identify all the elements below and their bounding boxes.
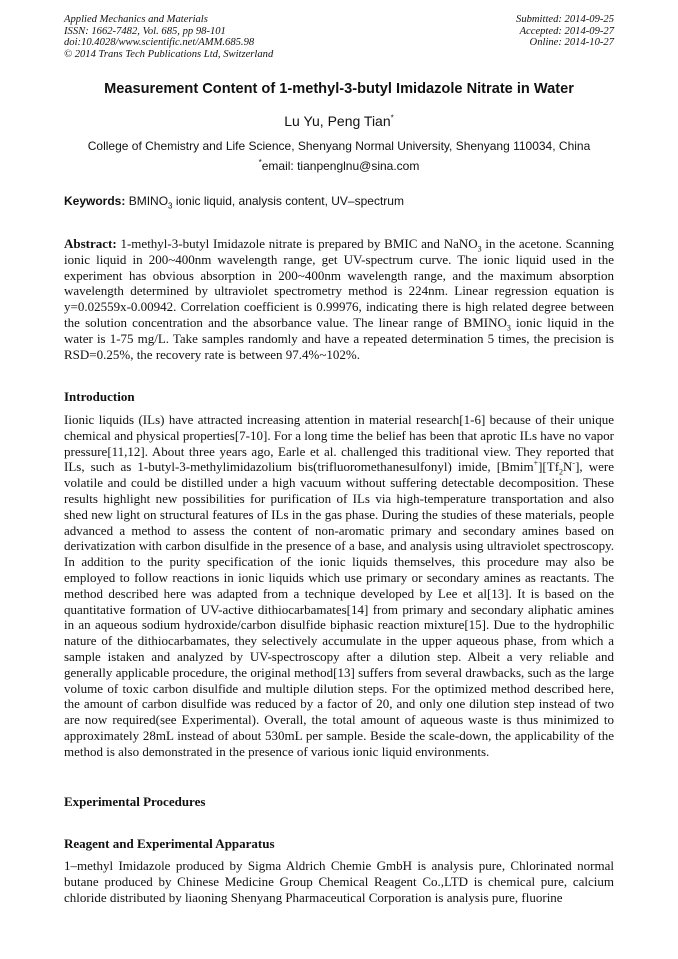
reagent-heading: Reagent and Experimental Apparatus	[64, 836, 275, 851]
contact-email: email: tianpenglnu@sina.com	[261, 159, 420, 173]
author-line	[40, 112, 638, 130]
journal-name: Applied Mechanics and Materials	[64, 14, 208, 25]
intro-superscript-plus: +	[533, 459, 539, 469]
affiliation: College of Chemistry and Life Science, Shenyang Normal University, Shenyang 110034, China	[87, 139, 591, 153]
abstract-text-2: in the acetone. Scanning ionic liquid in 200~400nm wavelength range, get UV-spectrum curve. The ionic liquid used in the experiment has obvious absorption in 200~400nm wavelength range, and the maximum absorption wavelength determined by ultraviolet spectrometry method is 224nm. Linear regression equation is y=0.02559x-0.00942. Correlation coefficient is 0.99976, indicating there is high related degree between the solution concentration and the absorbance value. The linear range of BMINO	[64, 236, 614, 330]
author-names: Lu Yu, Peng Tian	[284, 113, 391, 129]
journal-header	[64, 14, 614, 64]
abstract-subscript-1: 3	[477, 244, 482, 254]
email-footnote-mark: *	[258, 158, 262, 167]
accepted-date: Accepted: 2014-09-27	[519, 25, 614, 37]
keywords-label: Keywords:	[64, 194, 126, 208]
paper-title: Measurement Content of 1-methyl-3-butyl Imidazole Nitrate in Water	[104, 81, 574, 97]
doi-line: doi:10.4028/www.scientific.net/AMM.685.98	[64, 37, 255, 49]
abstract-text-3: ionic liquid in the water is 1-75 mg/L. Take samples randomly and have a repeated determination 5 times, the precision is RSD=0.25%, the recovery rate is between 97.4%~102%.	[64, 314, 614, 362]
copyright-line: © 2014 Trans Tech Publications Ltd, Switzerland	[64, 48, 274, 60]
contact-email-line	[40, 158, 638, 174]
introduction-paragraph	[64, 412, 614, 760]
intro-text-1: Iionic liquids (ILs) have attracted increasing attention in material research[1-6] because of their unique chemical and physical properties[7-10]. For a long time the belief has been that aprotic ILs have no vapor pressure[11,12]. About three years ago, Earle et al. challenged this traditional view. They reported that ILs, such as 1-butyl-3-methylimidazolium bis(trifluoromethanesulfonyl) imide, [Bmim	[64, 412, 614, 475]
publication-info	[64, 14, 273, 60]
keywords-text-2: ionic liquid, analysis content, UV–spectrum	[172, 194, 404, 208]
author-footnote-mark: *	[390, 113, 394, 123]
intro-text-3: N	[563, 459, 573, 475]
issn-line: ISSN: 1662-7482, Vol. 685, pp 98-101	[64, 25, 226, 37]
online-date: Online: 2014-10-27	[529, 37, 614, 49]
intro-text-4: ], were volatile and could be distilled under a high vacuum without suffering detectable decomposition. These results highlight new possibilities for purification of ILs via high-temperature transportation and also shed new light on structural features of ILs in the gas phase. During the studies of these materials, people advanced a method to assess the content of non-aromatic primary and secondary amines based on derivatization with carbon disulfide in the presence of a base, and analysis using ultraviolet spectroscopy. In addition to the purity specification of the ionic liquids themselves, this procedure may also be employed to follow reactions in ionic liquids which use primary or secondary amines as reactants. The method described here was adapted from a technique developed by Lee et al[13]. It is based on the quantitative formation of UV-active dithiocarbamates[14] from primary and secondary aliphatic amines in an aqueous sodium hydroxide/carbon disulfide biphasic reaction mixture[15]. Due to the hydrophilic nature of the dithiocarbamates, they selectively accumulate in the upper aqueous phase, from which a sample istaken and analyzed by UV-spectroscopy after a dilution step. Albeit a very reliable and generally applicable procedure, the original method[13] suffers from several drawbacks, such as the large volume of toxic carbon disulfide and multiple dilution steps. For the optimized method described here, the amount of carbon disulfide was reduced by a factor of 20, and only one dilution step instead of two are now required(see Experimental). Overall, the total amount of aqueous waste is thus minimized to approximately 28mL instead of about 530mL per sample. Beside the scale-down, the applicability of the method is also demonstrated in the presence of various ionic liquid environments.	[64, 459, 614, 759]
introduction-heading: Introduction	[64, 389, 135, 404]
intro-subscript-2: 2	[559, 467, 564, 477]
abstract-text-1: 1-methyl-3-butyl Imidazole nitrate is prepared by BMIC and NaNO	[116, 236, 478, 251]
reagent-paragraph: 1–methyl Imidazole produced by Sigma Aldrich Chemie GmbH is analysis pure, Chlorinated normal butane produced by Chinese Medicine Group Chemical Reagent Co.,LTD is chemical pure, calcium chloride distributed by liaoning Shenyang Pharmaceutical Corporation is analysis pure, fluorine	[64, 858, 614, 905]
keywords-line	[64, 193, 614, 209]
submitted-date: Submitted: 2014-09-25	[516, 14, 614, 25]
intro-text-2: ][Tf	[538, 459, 560, 475]
abstract-paragraph	[64, 236, 614, 362]
intro-superscript-minus: -	[572, 459, 576, 469]
keywords-text-1: BMINO	[128, 194, 169, 208]
publication-dates	[516, 14, 614, 49]
experimental-heading: Experimental Procedures	[64, 794, 206, 809]
abstract-subscript-2: 3	[506, 323, 511, 333]
keywords-subscript: 3	[168, 201, 173, 211]
abstract-label: Abstract:	[64, 236, 117, 251]
